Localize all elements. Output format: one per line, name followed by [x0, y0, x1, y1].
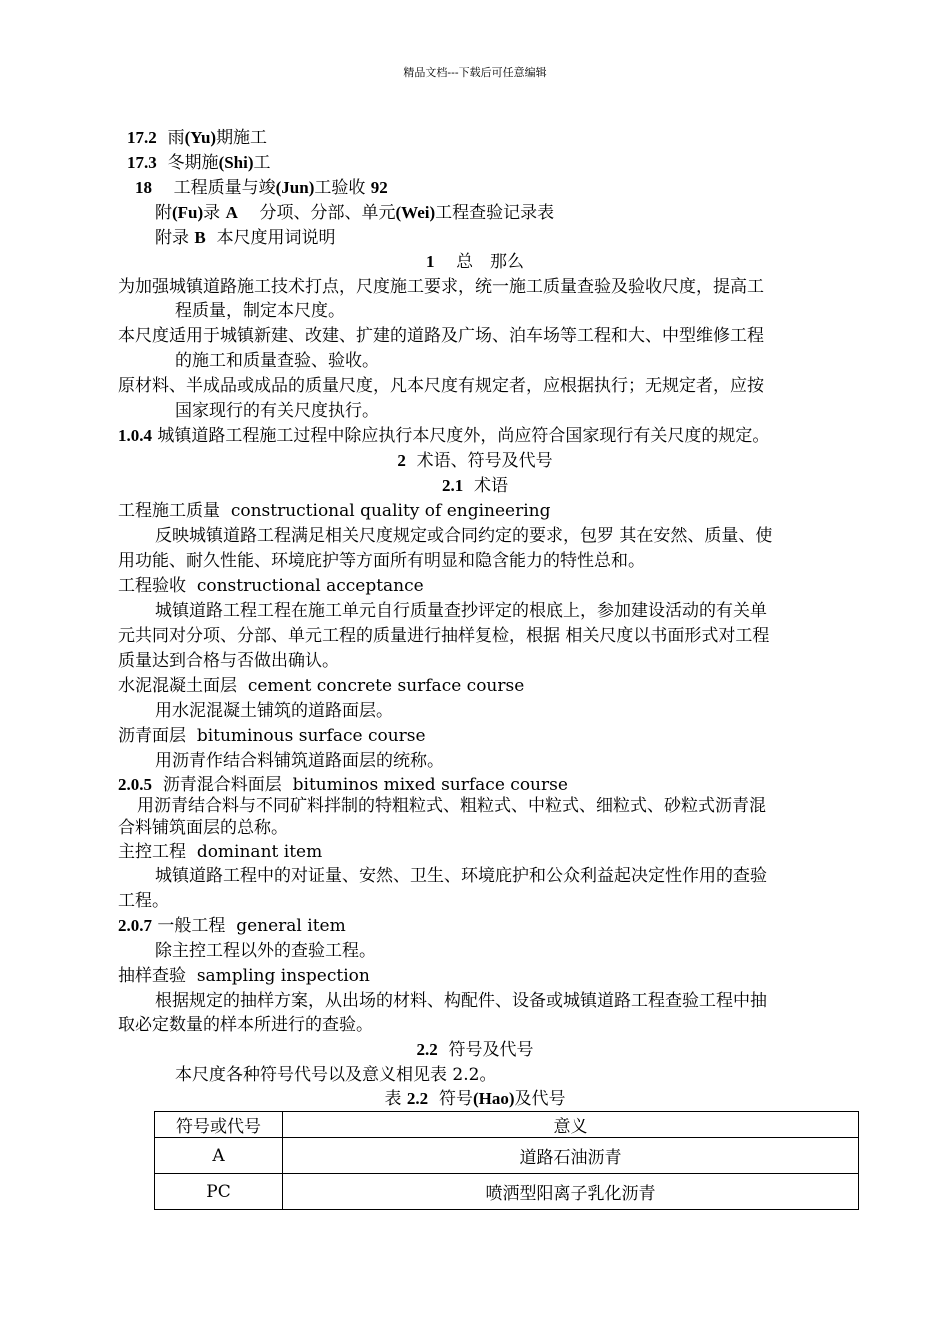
term-8-title: 抽样查验 sampling inspection	[118, 966, 370, 986]
term-8-def-line1: 根据规定的抽样方案，从出场的材料、构配件、设备或城镇道路工程查验工程中抽	[155, 991, 767, 1011]
table-cell-code: A	[155, 1138, 283, 1174]
term-1-def-line2: 用功能、耐久性能、环境庇护等方面所有明显和隐含能力的特性总和。	[118, 551, 645, 571]
toc-entry-18: 18 工程质量与竣(Jun)工验收 92	[135, 178, 388, 198]
para-1-0-2-line2: 的施工和质量查验、验收。	[175, 351, 379, 371]
para-1-0-4: 1.0.4 城镇道路工程施工过程中除应执行本尺度外，尚应符合国家现行有关尺度的规定。	[118, 426, 770, 446]
table-header-code: 符号或代号	[155, 1112, 283, 1138]
section-2-2-intro: 本尺度各种符号代号以及意义相见表 2.2。	[175, 1065, 497, 1085]
para-1-0-3-line1: 原材料、半成品或成品的质量尺度，凡本尺度有规定者，应根据执行；无规定者，应按	[118, 376, 764, 396]
table-cell-meaning: 喷洒型阳离子乳化沥青	[283, 1174, 859, 1210]
term-7-def: 除主控工程以外的查验工程。	[155, 941, 376, 961]
term-7-title: 2.0.7 一般工程 general item	[118, 916, 346, 936]
symbols-table	[154, 1111, 859, 1210]
term-5-def-line1: 用沥青结合料与不同矿料拌制的特粗粒式、粗粒式、中粒式、细粒式、砂粒式沥青混	[137, 796, 766, 816]
toc-entry-appendix-b: 附录 B 本尺度用词说明	[155, 228, 336, 248]
term-2-def-line1: 城镇道路工程工程在施工单元自行质量查抄评定的根底上，参加建设活动的有关单	[155, 601, 767, 621]
page-header: 精品文档---下载后可任意编辑	[403, 66, 547, 79]
term-6-def-line2: 工程。	[118, 891, 169, 911]
chapter-1-heading: 1 总 那么	[425, 252, 525, 272]
term-3-def: 用水泥混凝土铺筑的道路面层。	[155, 701, 393, 721]
table-header-meaning: 意义	[283, 1112, 859, 1138]
term-2-def-line2: 元共同对分项、分部、单元工程的质量进行抽样复检，根据 相关尺度以书面形式对工程	[118, 626, 770, 646]
term-5-def-line2: 合料铺筑面层的总称。	[118, 818, 288, 838]
term-2-title: 工程验收 constructional acceptance	[118, 576, 424, 596]
table-row	[155, 1174, 859, 1210]
chapter-2-heading: 2 术语、符号及代号	[397, 451, 553, 471]
term-3-title: 水泥混凝土面层 cement concrete surface course	[118, 676, 525, 696]
term-4-def: 用沥青作结合料铺筑道路面层的统称。	[155, 751, 444, 771]
term-6-title: 主控工程 dominant item	[118, 842, 323, 862]
term-8-def-line2: 取必定数量的样本所进行的查验。	[118, 1015, 373, 1035]
term-5-title: 2.0.5 沥青混合料面层 bituminos mixed surface course	[118, 775, 568, 795]
table-cell-code: PC	[155, 1174, 283, 1210]
section-2-1-heading: 2.1 术语	[441, 476, 509, 496]
toc-entry-17-2: 17.2 雨(Yu)期施工	[127, 128, 268, 148]
table-header-row	[155, 1112, 859, 1138]
toc-entry-17-3: 17.3 冬期施(Shi)工	[127, 153, 271, 173]
section-2-2-heading: 2.2 符号及代号	[416, 1040, 534, 1060]
table-caption: 表 2.2 符号(Hao)及代号	[384, 1089, 566, 1109]
table-cell-meaning: 道路石油沥青	[283, 1138, 859, 1174]
toc-entry-appendix-a: 附(Fu)录 A 分项、分部、单元(Wei)工程查验记录表	[155, 203, 555, 223]
term-1-def-line1: 反映城镇道路工程满足相关尺度规定或合同约定的要求，包罗 其在安然、质量、使	[155, 526, 773, 546]
term-1-title: 工程施工质量 constructional quality of engineering	[118, 501, 551, 521]
para-1-0-1-line2: 程质量，制定本尺度。	[175, 301, 345, 321]
para-1-0-1-line1: 为加强城镇道路施工技术打点，尺度施工要求，统一施工质量查验及验收尺度，提高工	[118, 277, 764, 297]
term-4-title: 沥青面层 bituminous surface course	[118, 726, 426, 746]
term-6-def-line1: 城镇道路工程中的对证量、安然、卫生、环境庇护和公众利益起决定性作用的查验	[155, 866, 767, 886]
table-row	[155, 1138, 859, 1174]
term-2-def-line3: 质量达到合格与否做出确认。	[118, 651, 339, 671]
para-1-0-2-line1: 本尺度适用于城镇新建、改建、扩建的道路及广场、泊车场等工程和大、中型维修工程	[118, 326, 764, 346]
para-1-0-3-line2: 国家现行的有关尺度执行。	[175, 401, 379, 421]
